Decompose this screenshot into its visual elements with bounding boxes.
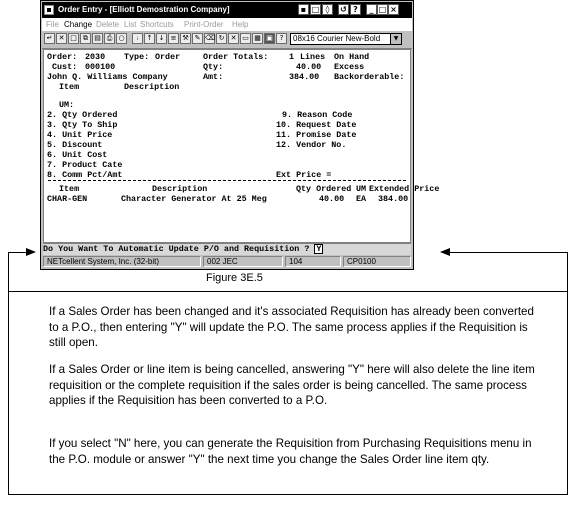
row-um[interactable]: EA [356, 194, 367, 204]
menu-help[interactable]: Help [232, 20, 249, 29]
minimize-icon[interactable]: _ [366, 4, 377, 15]
description-label: Description [124, 82, 180, 92]
figure-caption: Figure 3E.5 [206, 272, 263, 284]
menu-bar [42, 18, 412, 31]
paste-icon[interactable]: ▤ [92, 33, 103, 44]
edit-icon[interactable]: ✎ [192, 33, 203, 44]
chevron-down-icon[interactable]: ▼ [390, 34, 401, 44]
field-promise-date[interactable]: 11. Promise Date [276, 130, 357, 140]
amt-label: Amt: [203, 72, 224, 82]
toolbar [42, 31, 412, 49]
divider [48, 180, 406, 181]
font-select[interactable] [290, 33, 402, 45]
cancel-icon[interactable]: ✕ [56, 33, 67, 44]
arrow-right-icon [26, 248, 36, 256]
left-arrow-vertical [8, 252, 9, 292]
key-icon[interactable]: ᵢ [132, 33, 143, 44]
qty-label: Qty: [203, 62, 224, 72]
refresh-icon[interactable]: ↻ [216, 33, 227, 44]
menu-shortcuts[interactable]: Shortcuts [140, 20, 174, 29]
menu-file[interactable]: File [46, 20, 59, 29]
item-label: Item [59, 82, 80, 92]
field-qty-ordered[interactable]: 2. Qty Ordered [47, 110, 118, 120]
backorderable-label: Backorderable: [334, 72, 405, 82]
ext-price-label: Ext Price = [276, 170, 332, 180]
note-paragraph-2: If a Sales Order or line item is being cancelled, answering "Y" here will also delete the line item requisition or the complete requisition if the sales order is being cancelled. The same process applies if the Requisition has been converted to a P.O. [49, 363, 535, 407]
row-qty[interactable]: 40.00 [319, 194, 345, 204]
list-icon[interactable]: ≡ [168, 33, 179, 44]
close-doc-icon[interactable]: ✕ [228, 33, 239, 44]
cust-value: 000100 [85, 62, 116, 72]
title-bar [42, 2, 412, 18]
arrow-down-icon[interactable]: ↓ [156, 33, 167, 44]
qty-value: 40.00 [296, 62, 322, 72]
left-arrow-horizontal [8, 252, 28, 253]
order-label: Order: [47, 52, 78, 62]
print-icon[interactable]: ⎙ [104, 33, 115, 44]
field-unit-cost[interactable]: 6. Unit Cost [47, 150, 108, 160]
grid-header-qty-ordered: Qty Ordered [296, 184, 352, 194]
maximize-icon[interactable]: □ [378, 5, 387, 14]
right-arrow-horizontal [450, 252, 568, 253]
tools-icon[interactable]: ⚒ [180, 33, 191, 44]
toolbar-icon-c[interactable]: ◊ [322, 4, 333, 15]
arrow-up-icon[interactable]: ↑ [144, 33, 155, 44]
status-user: 002 JEC [203, 256, 283, 267]
status-program: CP0100 [343, 256, 411, 267]
order-value: 2030 [85, 52, 106, 62]
prompt-question: Do You Want To Automatic Update P/O and Requisition ? [43, 244, 310, 254]
field-reason-code[interactable]: 9. Reason Code [282, 110, 353, 120]
menu-print-order[interactable]: Print-Order [184, 20, 224, 29]
toolbar-icon-b[interactable]: □ [311, 5, 320, 14]
field-comm-pct-amt[interactable]: 8. Comm Pct/Amt [47, 170, 123, 180]
toolbar-icon-a[interactable]: ▪ [298, 4, 309, 15]
prompt-line [43, 243, 411, 255]
grid-header-um: UM [356, 184, 367, 194]
close-icon[interactable]: × [388, 4, 399, 15]
toolbar-icon-d[interactable]: ↺ [338, 4, 349, 15]
row-description[interactable]: Character Generator At 25 Meg [121, 194, 267, 204]
lines-count: 1 [289, 52, 295, 62]
type-label: Type: [124, 52, 150, 62]
grid-header-description: Description [152, 184, 208, 194]
prompt-answer-input[interactable]: Y [316, 244, 322, 254]
search-icon[interactable]: ○ [116, 33, 127, 44]
delete-icon[interactable]: ⌫ [205, 34, 215, 42]
help-icon[interactable]: ? [350, 4, 361, 15]
window-title: Order Entry - [Elliott Demostration Company] [58, 5, 230, 14]
order-totals-label: Order Totals: [203, 52, 269, 62]
on-hand-label: On Hand [334, 52, 370, 62]
um-label: UM: [59, 100, 75, 110]
row-item[interactable]: CHAR-GEN [47, 194, 88, 204]
arrow-left-icon [440, 248, 450, 256]
font-select-value: 08x16 Courier New-Bold [293, 34, 381, 43]
order-entry-window [40, 0, 440, 270]
customer-name: John Q. Williams Company [47, 72, 168, 82]
status-bar [43, 256, 411, 268]
right-arrow-vertical [567, 252, 568, 292]
grid-header-item: Item [59, 184, 80, 194]
note-paragraph-3: If you select "N" here, you can generate the Requisition from Purchasing Requisitions menu in the P.O. module or answer "Y" the next time you change the Sales Order line item qty. [49, 437, 532, 466]
grid-header-extended-price: Extended Price [369, 184, 440, 194]
field-qty-to-ship[interactable]: 3. Qty To Ship [47, 120, 118, 130]
menu-change[interactable]: Change [64, 20, 93, 29]
status-company: NETcellent System, Inc. (32-bit) [43, 256, 201, 267]
excess-label: Excess [334, 62, 365, 72]
note-paragraph-1: If a Sales Order has been changed and it's associated Requisition has already been converted to a P.O., then entering "Y" will update the P.O. The same process applies if the Requisition is still open. [49, 305, 534, 349]
field-unit-price[interactable]: 4. Unit Price [47, 130, 113, 140]
help-question-icon[interactable]: ? [276, 33, 287, 44]
field-discount[interactable]: 5. Discount [47, 140, 103, 150]
calculator-icon[interactable]: ▦ [252, 33, 263, 44]
row-ext[interactable]: 384.00 [378, 194, 409, 204]
cust-label: Cust: [52, 62, 78, 72]
type-value: Order [155, 52, 181, 62]
enter-icon[interactable]: ↵ [44, 33, 55, 44]
terminal-screen [43, 49, 440, 243]
app-icon [44, 5, 54, 15]
copy-icon[interactable]: ⧉ [80, 33, 91, 44]
field-product-cate[interactable]: 7. Product Cate [47, 160, 123, 170]
document-icon[interactable]: ▭ [240, 33, 251, 44]
new-icon[interactable]: □ [68, 33, 79, 44]
status-count: 104 [285, 256, 341, 267]
grid-icon[interactable]: ▣ [264, 33, 275, 44]
amt-value: 384.00 [289, 72, 320, 82]
field-request-date[interactable]: 10. Request Date [276, 120, 357, 130]
lines-label: Lines [300, 52, 326, 62]
field-vendor-no[interactable]: 12. Vendor No. [276, 140, 347, 150]
menu-list[interactable]: List [124, 20, 137, 29]
menu-delete[interactable]: Delete [96, 20, 120, 29]
